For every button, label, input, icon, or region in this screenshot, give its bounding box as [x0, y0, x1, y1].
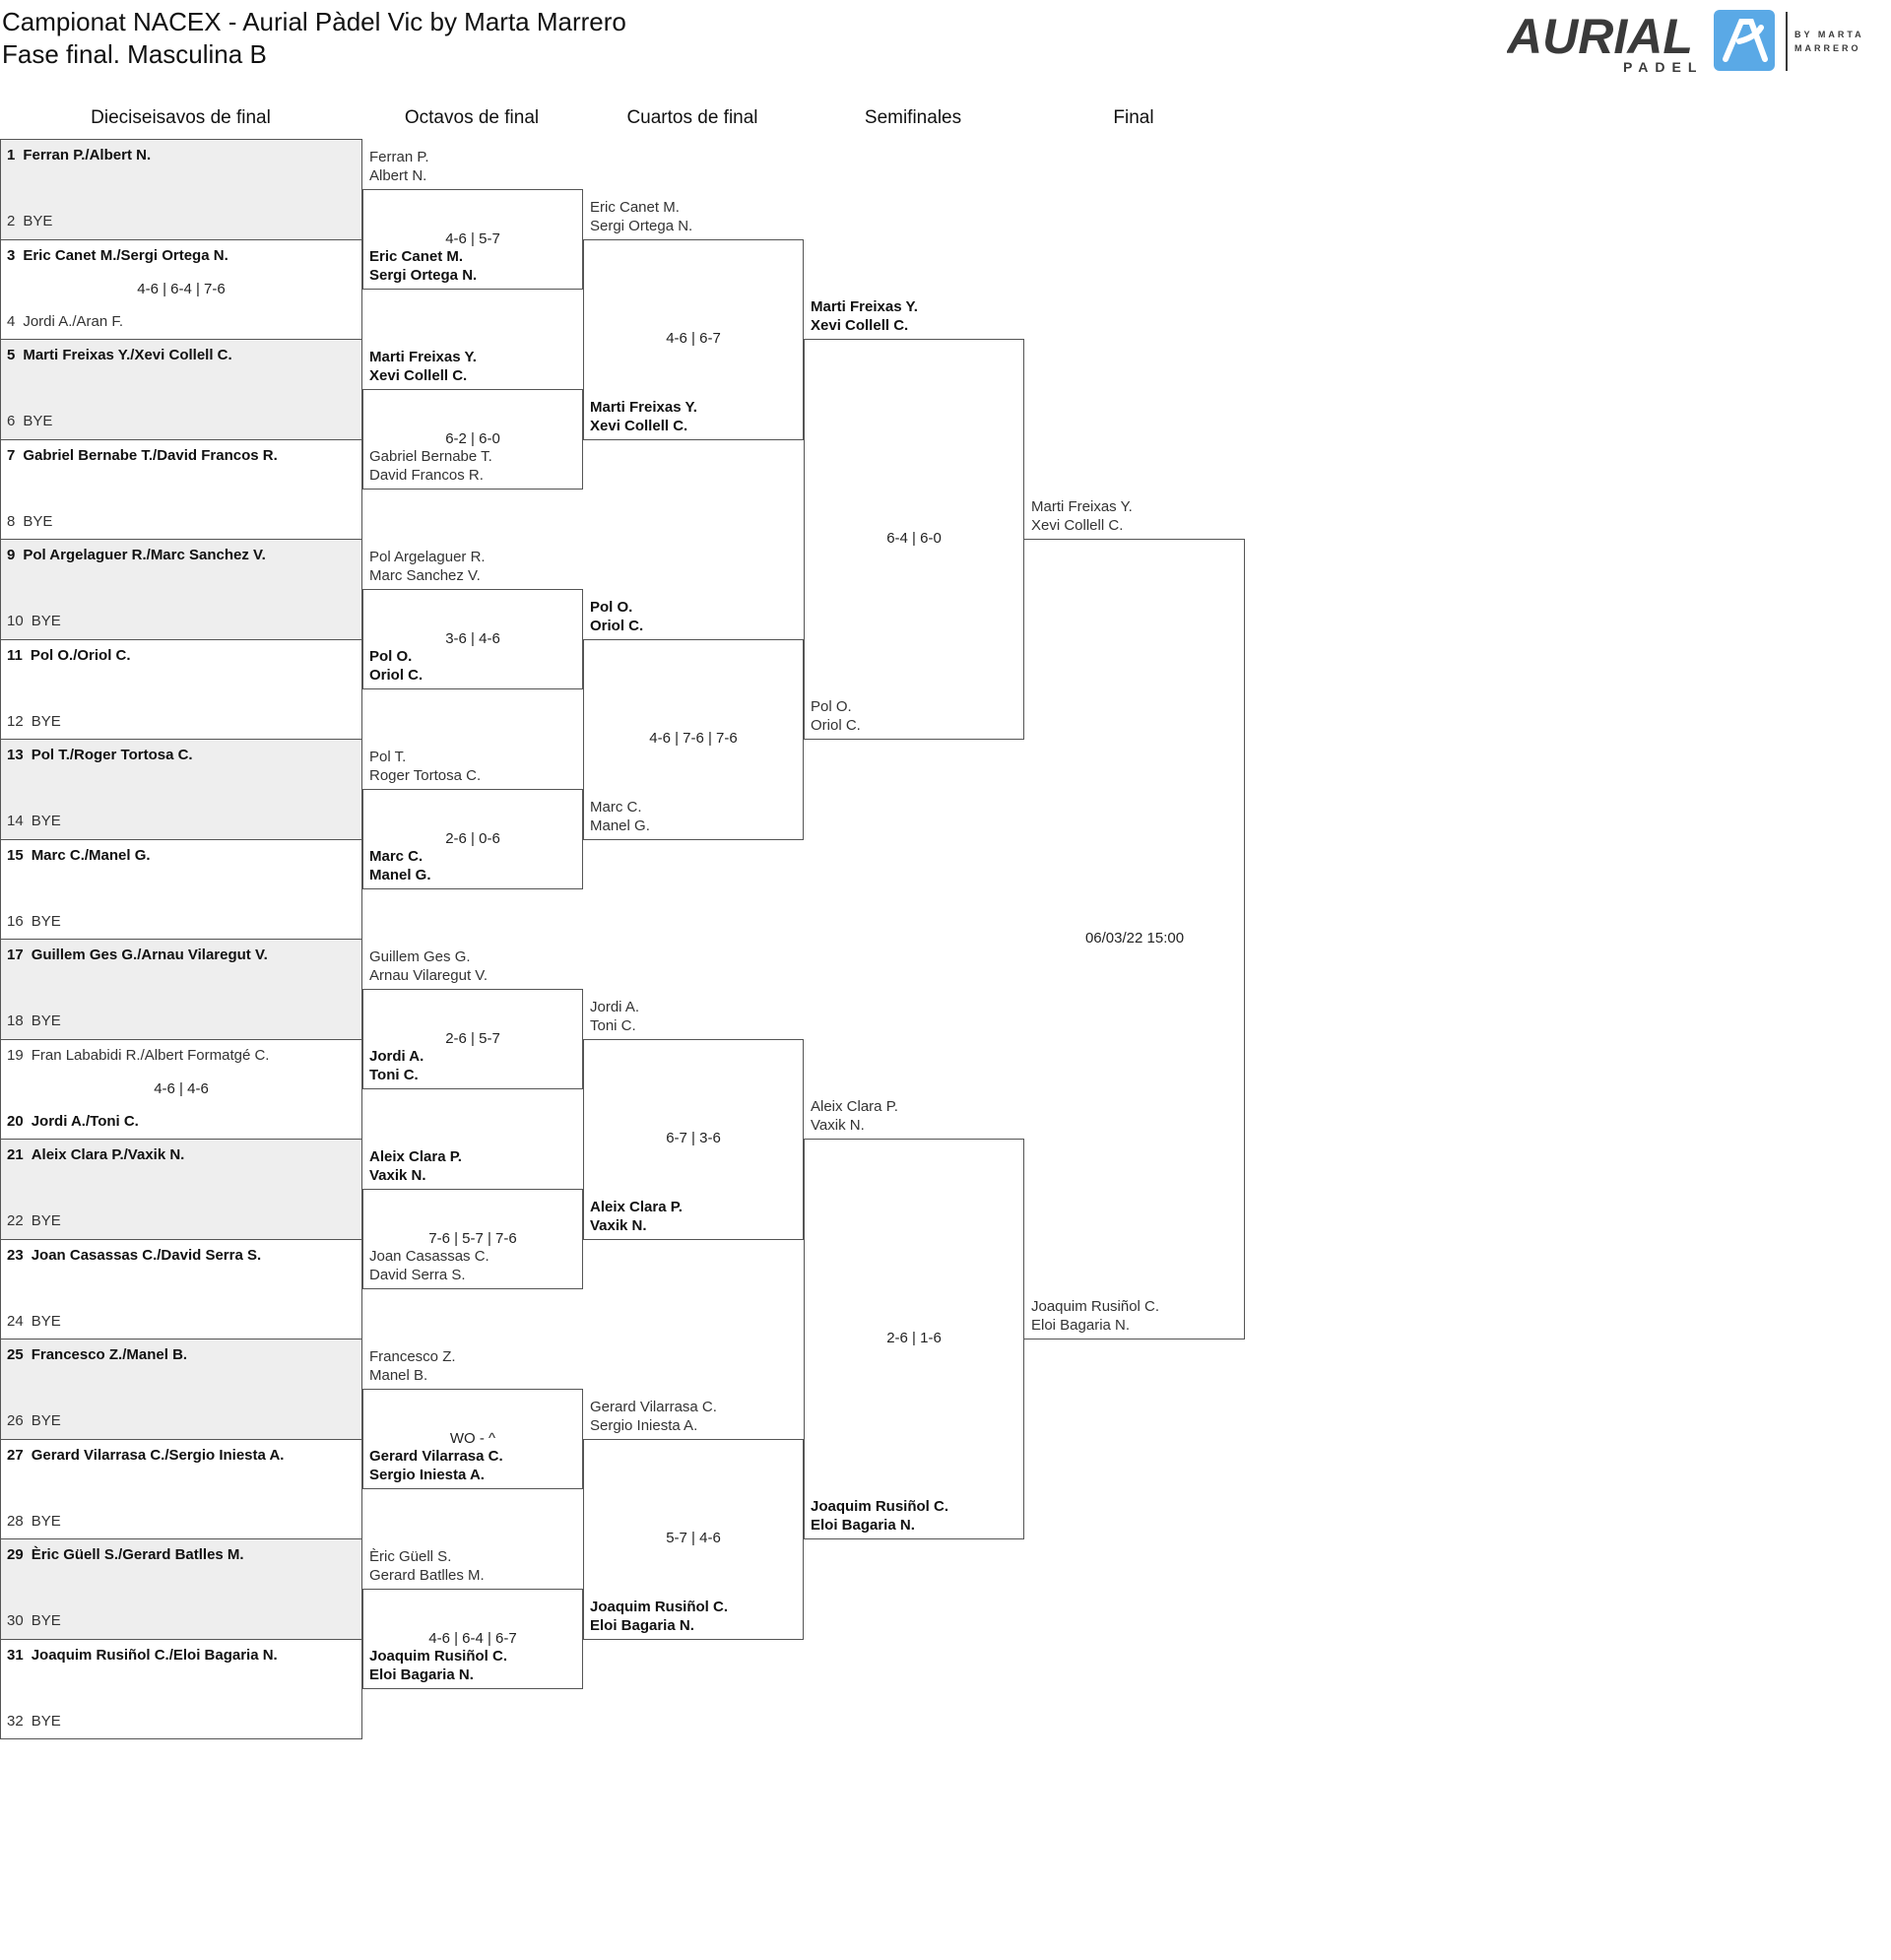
round-header: Octavos de final [404, 107, 540, 128]
player-name: Xevi Collell C. [590, 417, 688, 434]
team-name: Fran Lababidi R./Albert Formatgé C. [31, 1046, 270, 1064]
player-name: David Francos R. [369, 467, 484, 485]
round-header: Final [1113, 107, 1154, 128]
r32-entry [7, 1411, 61, 1430]
seed-number: 6 [7, 413, 16, 429]
seed-number: 23 [7, 1246, 24, 1264]
logo-by-line2: MARRERO [1794, 43, 1861, 53]
player-name: Gabriel Bernabe T. [369, 448, 492, 466]
team-name: Guillem Ges G./Arnau Vilaregut V. [31, 947, 268, 963]
r32-entry [7, 812, 61, 830]
team-name: Marc C./Manel G. [31, 846, 151, 864]
match-score: 4-6 | 6-7 [666, 330, 721, 347]
player-name: Xevi Collell C. [1031, 517, 1124, 534]
logo-sub: PADEL [1623, 59, 1704, 75]
player-pair [369, 647, 423, 685]
player-name: Oriol C. [811, 717, 861, 734]
team-name: BYE [23, 213, 53, 229]
r32-entry [7, 1446, 284, 1465]
page-title: Campionat NACEX - Aurial Pàdel Vic by Marta Marrero [2, 7, 626, 36]
player-pair [590, 998, 639, 1035]
r32-entry [7, 846, 151, 865]
player-name: Albert N. [369, 166, 427, 184]
team-name: Gerard Vilarrasa C./Sergio Iniesta A. [31, 1446, 285, 1464]
player-name: Pol O. [369, 648, 413, 666]
player-pair [1031, 497, 1133, 535]
player-pair [590, 1598, 728, 1635]
player-name: Pol Argelaguer R. [369, 548, 486, 565]
team-name: BYE [31, 1512, 61, 1530]
match-score: 4-6 | 4-6 [154, 1079, 209, 1097]
player-name: David Serra S. [369, 1267, 466, 1284]
player-name: Manel G. [369, 867, 431, 884]
r32-entry [7, 1246, 261, 1265]
player-name: Arnau Vilaregut V. [369, 966, 489, 984]
r32-entry [7, 1512, 61, 1531]
seed-number: 9 [7, 547, 16, 563]
r32-entry [7, 512, 52, 531]
player-name: Sergi Ortega N. [369, 267, 478, 285]
seed-number: 5 [7, 347, 16, 363]
match-score: 4-6 | 5-7 [445, 229, 500, 247]
seed-number: 15 [7, 846, 24, 864]
seed-number: 27 [7, 1446, 24, 1464]
player-name: Marc C. [590, 798, 642, 816]
player-pair [369, 1347, 456, 1385]
r32-entry [7, 346, 232, 364]
seed-number: 25 [7, 1346, 24, 1363]
player-name: Joaquim Rusiñol C. [1031, 1298, 1160, 1315]
team-name: BYE [31, 1013, 61, 1029]
team-name: Pol T./Roger Tortosa C. [31, 747, 193, 763]
r32-entry [7, 312, 123, 331]
seed-number: 30 [7, 1612, 24, 1629]
r32-entry [7, 1012, 61, 1030]
player-pair [590, 198, 692, 235]
team-name: Jordi A./Toni C. [31, 1112, 139, 1130]
team-name: BYE [31, 613, 61, 629]
player-name: Manel G. [590, 817, 650, 834]
team-name: BYE [31, 712, 61, 730]
player-name: Oriol C. [369, 667, 424, 685]
match-score: 6-4 | 6-0 [886, 530, 942, 547]
r32-entry [7, 1145, 184, 1164]
logo-by-line1: BY MARTA [1794, 30, 1864, 39]
player-name: Marti Freixas Y. [811, 298, 918, 315]
round-header: Dieciseisavos de final [91, 107, 271, 128]
player-pair [369, 148, 429, 185]
r32-entry [7, 1312, 61, 1331]
r32-entry [7, 546, 266, 564]
player-pair [811, 697, 861, 735]
player-pair [369, 1047, 424, 1084]
match-score: 5-7 | 4-6 [666, 1530, 721, 1546]
team-name: BYE [31, 1312, 61, 1330]
match-score: 2-6 | 5-7 [445, 1029, 500, 1047]
seed-number: 18 [7, 1013, 24, 1029]
match-score: 3-6 | 4-6 [445, 629, 500, 647]
seed-number: 21 [7, 1146, 24, 1163]
player-pair [369, 348, 477, 385]
team-name: Jordi A./Aran F. [23, 312, 124, 330]
player-pair [369, 748, 481, 785]
team-name: BYE [23, 413, 53, 429]
r32-entry [7, 446, 278, 465]
player-name: Eloi Bagaria N. [1031, 1317, 1131, 1334]
team-name: BYE [31, 1412, 61, 1429]
r32-entry [7, 646, 131, 665]
seed-number: 28 [7, 1512, 24, 1530]
match-date: 06/03/22 15:00 [1084, 930, 1185, 947]
team-name: BYE [31, 1212, 61, 1229]
team-name: Èric Güell S./Gerard Batlles M. [31, 1546, 244, 1563]
player-name: Aleix Clara P. [811, 1098, 898, 1115]
player-name: Gerard Vilarrasa C. [369, 1448, 503, 1466]
seed-number: 29 [7, 1546, 24, 1563]
team-name: Pol Argelaguer R./Marc Sanchez V. [23, 547, 266, 563]
seed-number: 19 [7, 1046, 24, 1064]
r32-entry [7, 1211, 61, 1230]
player-name: Sergio Iniesta A. [590, 1416, 698, 1434]
player-name: Joaquim Rusiñol C. [369, 1648, 508, 1666]
team-name: BYE [23, 512, 53, 530]
seed-number: 12 [7, 712, 24, 730]
round-header: Semifinales [864, 107, 962, 128]
r32-entry [7, 146, 151, 164]
player-name: Guillem Ges G. [369, 947, 471, 965]
team-name: BYE [31, 1712, 61, 1730]
player-name: Toni C. [590, 1016, 636, 1034]
player-name: Joan Casassas C. [369, 1248, 489, 1266]
team-name: Pol O./Oriol C. [30, 646, 131, 664]
player-name: Toni C. [369, 1067, 419, 1084]
player-name: Eloi Bagaria N. [811, 1517, 915, 1534]
round-header: Cuartos de final [626, 107, 758, 128]
r32-entry [7, 1345, 187, 1364]
team-name: Eric Canet M./Sergi Ortega N. [23, 246, 228, 264]
player-pair [811, 297, 918, 335]
match-score: 2-6 | 0-6 [445, 829, 500, 847]
seed-number: 31 [7, 1646, 24, 1664]
seed-number: 4 [7, 312, 16, 330]
r32-entry [7, 1046, 269, 1065]
player-pair [369, 1247, 489, 1284]
player-pair [369, 1647, 507, 1684]
player-name: Jordi A. [369, 1048, 424, 1066]
r32-entry [7, 1646, 278, 1665]
player-name: Xevi Collell C. [369, 366, 468, 384]
player-name: Xevi Collell C. [811, 317, 909, 334]
team-name: Joaquim Rusiñol C./Eloi Bagaria N. [31, 1646, 278, 1664]
player-name: Pol O. [811, 698, 852, 715]
seed-number: 22 [7, 1212, 24, 1229]
player-name: Joaquim Rusiñol C. [811, 1498, 949, 1515]
player-name: Vaxik N. [811, 1117, 865, 1134]
seed-number: 3 [7, 246, 16, 264]
player-pair [369, 1447, 503, 1484]
player-name: Ferran P. [369, 148, 429, 165]
seed-number: 14 [7, 813, 24, 829]
player-name: Sergio Iniesta A. [369, 1467, 485, 1484]
player-name: Aleix Clara P. [590, 1198, 683, 1215]
team-name: BYE [31, 1612, 61, 1629]
player-pair [369, 847, 431, 884]
player-name: Marti Freixas Y. [590, 398, 697, 416]
r32-entry [7, 912, 61, 931]
seed-number: 10 [7, 613, 24, 629]
match-score: 2-6 | 1-6 [886, 1330, 942, 1346]
team-name: Marti Freixas Y./Xevi Collell C. [23, 347, 232, 363]
player-name: Francesco Z. [369, 1347, 456, 1365]
player-pair [590, 798, 650, 835]
player-name: Roger Tortosa C. [369, 766, 482, 784]
player-name: Pol O. [590, 598, 633, 616]
seed-number: 20 [7, 1112, 24, 1130]
seed-number: 26 [7, 1412, 24, 1429]
player-name: Jordi A. [590, 998, 640, 1015]
player-pair [369, 447, 492, 485]
r32-entry [7, 712, 61, 731]
player-name: Marti Freixas Y. [369, 348, 477, 365]
player-pair [590, 1198, 683, 1235]
seed-number: 17 [7, 947, 24, 963]
player-pair [811, 1497, 948, 1535]
r32-entry [7, 612, 61, 630]
player-name: Gerard Vilarrasa C. [590, 1398, 717, 1415]
seed-number: 16 [7, 912, 24, 930]
aurial-padel-logo [1507, 8, 1881, 77]
player-name: Marc C. [369, 848, 424, 866]
player-pair [369, 247, 477, 285]
player-pair [369, 548, 486, 585]
r32-entry [7, 246, 228, 265]
match-score: 6-7 | 3-6 [666, 1130, 721, 1146]
player-name: Manel B. [369, 1366, 428, 1384]
player-name: Èric Güell S. [369, 1547, 452, 1565]
r32-entry [7, 1545, 244, 1564]
team-name: Joan Casassas C./David Serra S. [31, 1246, 262, 1264]
player-name: Marti Freixas Y. [1031, 498, 1133, 515]
match-score: 6-2 | 6-0 [445, 429, 500, 447]
player-pair [369, 947, 488, 985]
player-name: Vaxik N. [369, 1166, 426, 1184]
seed-number: 2 [7, 213, 16, 229]
player-pair [590, 598, 643, 635]
player-name: Eric Canet M. [590, 198, 680, 216]
team-name: Ferran P./Albert N. [23, 147, 152, 163]
seed-number: 13 [7, 747, 24, 763]
player-name: Joaquim Rusiñol C. [590, 1598, 729, 1615]
player-name: Eloi Bagaria N. [369, 1666, 474, 1684]
player-pair [369, 1547, 485, 1585]
match-score: 4-6 | 6-4 | 7-6 [137, 280, 226, 297]
match-score: 7-6 | 5-7 | 7-6 [428, 1229, 517, 1247]
logo-wordmark: AURIAL [1507, 9, 1693, 64]
player-name: Eloi Bagaria N. [590, 1616, 694, 1634]
r32-entry [7, 746, 193, 764]
page-subtitle: Fase final. Masculina B [2, 39, 267, 69]
match-score: 4-6 | 7-6 | 7-6 [649, 730, 738, 747]
player-name: Vaxik N. [590, 1216, 647, 1234]
seed-number: 8 [7, 512, 16, 530]
player-name: Aleix Clara P. [369, 1147, 462, 1165]
seed-number: 32 [7, 1712, 24, 1730]
seed-number: 11 [7, 646, 23, 664]
r32-entry [7, 212, 52, 230]
team-name: BYE [31, 813, 61, 829]
team-name: Francesco Z./Manel B. [31, 1346, 188, 1363]
player-pair [811, 1097, 898, 1135]
player-pair [369, 1147, 462, 1185]
player-name: Pol T. [369, 748, 407, 765]
team-name: Aleix Clara P./Vaxik N. [31, 1146, 185, 1163]
player-name: Gerard Batlles M. [369, 1566, 485, 1584]
match-score: 4-6 | 6-4 | 6-7 [428, 1629, 517, 1647]
player-pair [590, 1398, 717, 1435]
player-name: Eric Canet M. [369, 248, 464, 266]
r32-entry [7, 1611, 61, 1630]
r32-entry [7, 946, 268, 964]
player-pair [590, 398, 697, 435]
match-score: WO - ^ [449, 1429, 496, 1447]
team-name: Gabriel Bernabe T./David Francos R. [23, 446, 278, 464]
player-name: Sergi Ortega N. [590, 217, 693, 234]
team-name: BYE [31, 912, 61, 930]
player-name: Oriol C. [590, 617, 644, 634]
r32-entry [7, 1712, 61, 1731]
r32-entry [7, 412, 52, 430]
player-name: Marc Sanchez V. [369, 566, 481, 584]
seed-number: 1 [7, 147, 16, 163]
seed-number: 24 [7, 1312, 24, 1330]
r32-entry [7, 1112, 139, 1131]
seed-number: 7 [7, 446, 16, 464]
